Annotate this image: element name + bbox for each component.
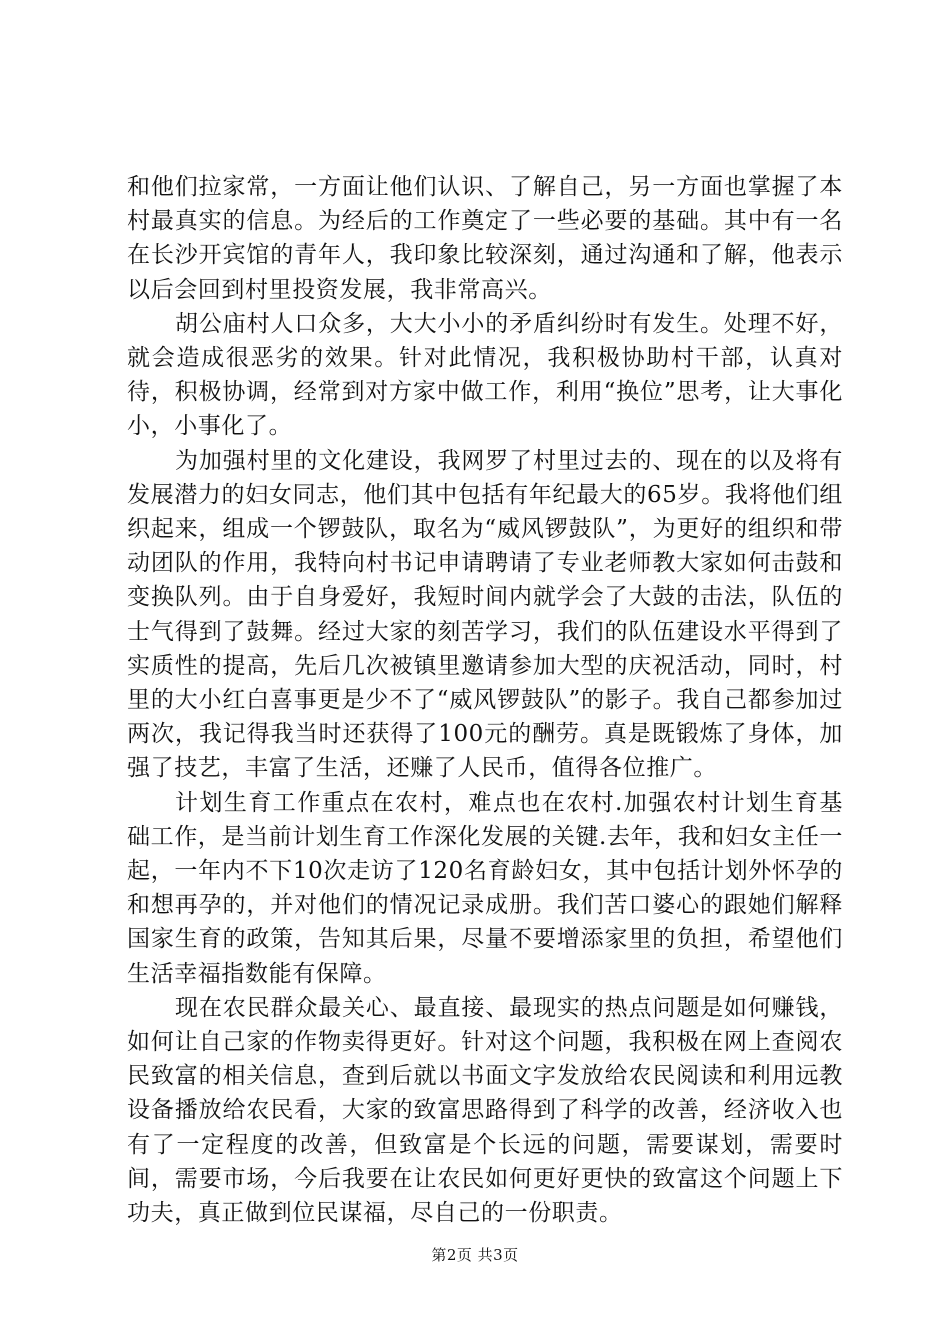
paragraph-4: 计划生育工作重点在农村，难点也在农村.加强农村计划生育基础工作，是当前计划生育工作深化发展的关键.去年，我和妇女主任一起，一年内不下10次走访了120名育龄妇女，其中包括计划外怀孕的和想再孕的，并对他们的情况记录成册。我们苦口婆心的跟她们解释国家生育的政策，告知其后果，尽量不要增添家里的负担，希望他们生活幸福指数能有保障。 <box>127 789 843 987</box>
paragraph-2: 胡公庙村人口众多，大大小小的矛盾纠纷时有发生。处理不好，就会造成很恶劣的效果。针对此情况，我积极协助村干部，认真对待，积极协调，经常到对方家中做工作，利用“换位”思考，让大事化小，小事化了。 <box>127 310 843 440</box>
paragraph-3: 为加强村里的文化建设，我网罗了村里过去的、现在的以及将有发展潜力的妇女同志，他们其中包括有年纪最大的65岁。我将他们组织起来，组成一个锣鼓队，取名为“威风锣鼓队”，为更好的组织和带动团队的作用，我特向村书记申请聘请了专业老师教大家如何击鼓和变换队列。由于自身爱好，我短时间内就学会了大鼓的击法，队伍的士气得到了鼓舞。经过大家的刻苦学习，我们的队伍建设水平得到了实质性的提高，先后几次被镇里邀请参加大型的庆祝活动，同时，村里的大小红白喜事更是少不了“威风锣鼓队”的影子。我自己都参加过两次，我记得我当时还获得了100元的酬劳。真是既锻炼了身体，加强了技艺，丰富了生活，还赚了人民币，值得各位推广。 <box>127 447 843 782</box>
paragraph-5: 现在农民群众最关心、最直接、最现实的热点问题是如何赚钱，如何让自己家的作物卖得更好。针对这个问题，我积极在网上查阅农民致富的相关信息，查到后就以书面文字发放给农民阅读和利用远教设备播放给农民看，大家的致富思路得到了科学的改善，经济收入也有了一定程度的改善，但致富是个长远的问题，需要谋划，需要时间，需要市场，今后我要在让农民如何更好更快的致富这个问题上下功夫，真正做到位民谋福，尽自己的一份职责。 <box>127 994 843 1227</box>
page-footer: 第2页 共3页 <box>431 1246 519 1264</box>
document-body <box>127 170 843 1230</box>
paragraph-1: 和他们拉家常，一方面让他们认识、了解自己，另一方面也掌握了本村最真实的信息。为经后的工作奠定了一些必要的基础。其中有一名在长沙开宾馆的青年人，我印象比较深刻，通过沟通和了解，他表示以后会回到村里投资发展，我非常高兴。 <box>127 174 843 303</box>
